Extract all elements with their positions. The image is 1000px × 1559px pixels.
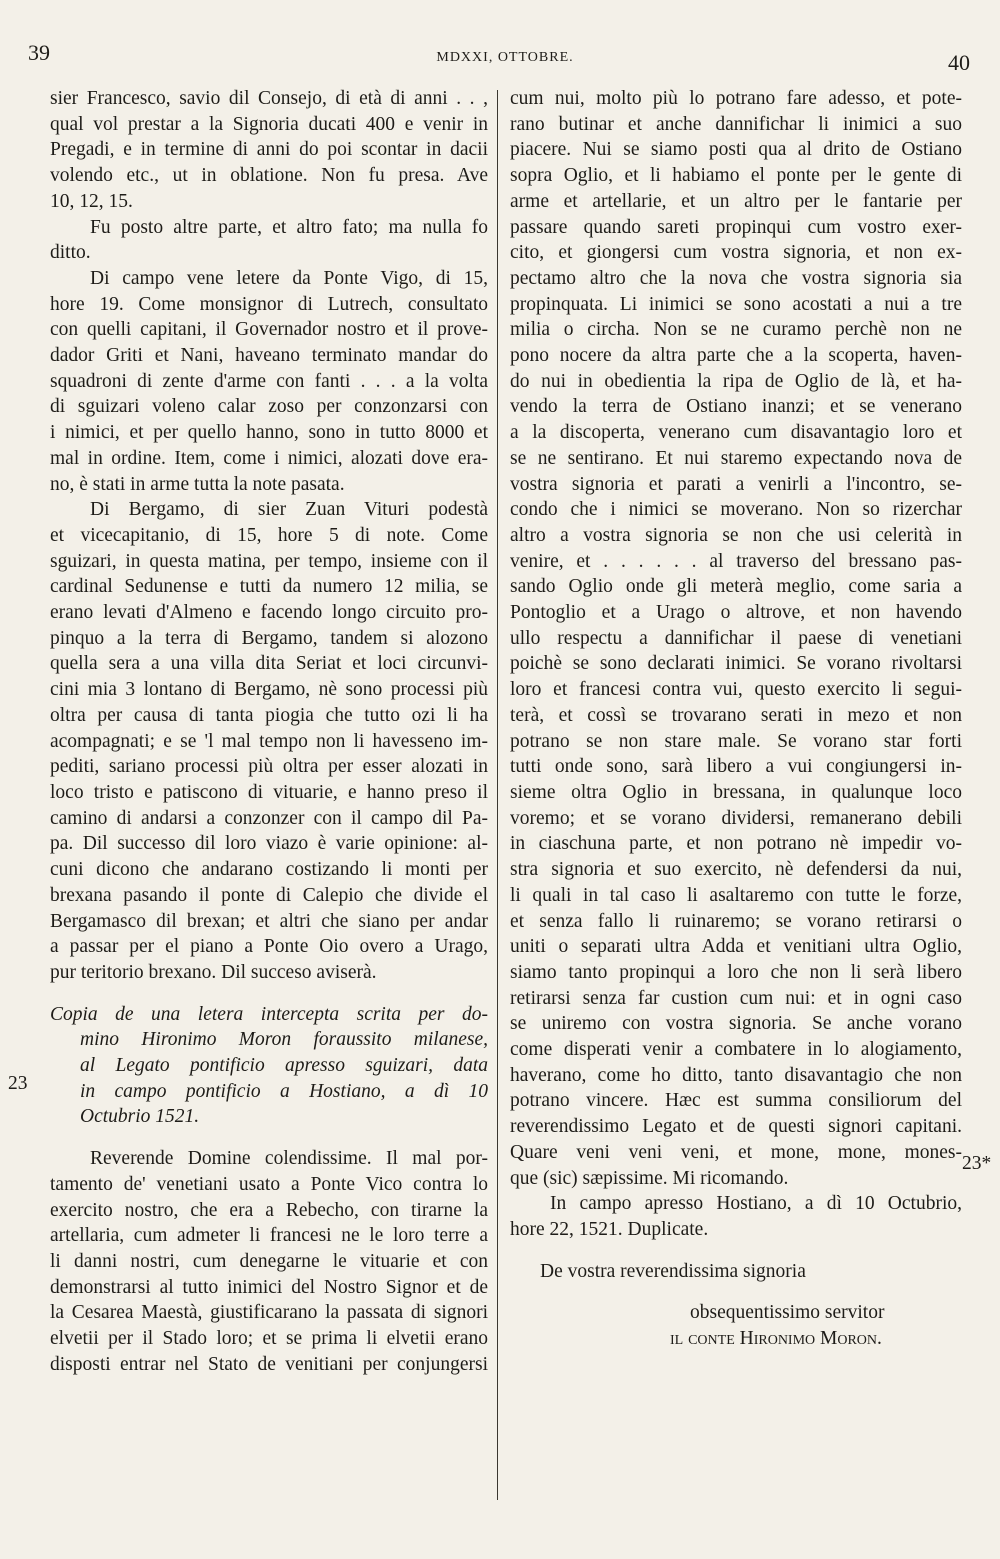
spacer	[50, 1130, 488, 1146]
text-line: vendo la terra de Ostiano inanzi; et se venerano	[510, 396, 962, 418]
text-line: Octubrio 1521.	[80, 1106, 200, 1128]
text-line: condo che i nimici se moverano. Non so rizerchar	[510, 499, 962, 521]
text-line: pectamo altro che la nova che vostra signoria sia	[510, 267, 962, 289]
closing-servant: obsequentissimo servitor	[690, 1302, 885, 1324]
text-line: potrano se non stare male. Se vorano star forti	[510, 730, 962, 752]
text-line: loco tristo e patiscono di vituarie, e hanno preso il	[50, 781, 488, 803]
text-line: stra signoria et suo exercito, nè defendersi da nui,	[510, 859, 962, 881]
left-body-text	[50, 86, 488, 986]
text-line: sguizari, in questa matina, per tempo, insieme con il	[50, 550, 488, 572]
text-line: haverano, come ho ditto, tanto disavantagio che non	[510, 1064, 962, 1086]
text-line: tamento de' venetiani usato a Ponte Vico contra lo	[50, 1173, 488, 1195]
text-line: mino Hironimo Moron foraussito milanese,	[80, 1029, 488, 1051]
text-line: elvetii per il Stado loro; et se prima li elvetii erano	[50, 1328, 488, 1350]
text-line: Fu posto altre parte, et altro fato; ma nulla fo	[90, 216, 488, 238]
text-line: a passar per el piano a Ponte Oio overo a Urago,	[50, 936, 488, 958]
text-line: retirarsi senza far custion cum nui: et in ogni caso	[510, 987, 962, 1009]
text-line: venire, et . . . . . . al traverso del bressano pas-	[510, 550, 962, 572]
text-line: erano levati d'Almeno e facendo longo circuito pro-	[50, 602, 488, 624]
text-line: li danni nostri, cum denegarne le vituarie et con	[50, 1250, 488, 1272]
text-line: demonstrarsi al tutto inimici del Nostro Signor et de	[50, 1276, 488, 1298]
right-body-text	[510, 86, 962, 1243]
text-line: hore 19. Come monsignor di Lutrech, consultato	[50, 293, 488, 315]
text-line: pono nocere da altra parte che a la scoperta, haven-	[510, 345, 962, 367]
text-line: al Legato pontificio apresso sguizari, data	[80, 1055, 488, 1077]
text-line: brexana pasando il ponte di Calepio che divide el	[50, 884, 488, 906]
text-line: cito, et giongersi cum vostra signoria, et non ex-	[510, 242, 962, 264]
text-line: Copia de una letera intercepta scrita per do-	[50, 1003, 488, 1025]
text-line: sier Francesco, savio dil Consejo, di età di anni . . ,	[50, 88, 488, 109]
text-line: no, è stati in arme tutta la note pasata.	[50, 473, 345, 495]
text-line: oltra per causa di tanta piogia che tutto ozi li ha	[50, 704, 488, 726]
left-column	[50, 86, 488, 1377]
text-line: in ciaschuna parte, et non potrano nè impedir vo-	[510, 833, 962, 855]
text-line: et senza fallo li ruinaremo; se vorano retirarsi o	[510, 910, 962, 932]
text-line: altro a vostra signoria se non che usi celerità in	[510, 524, 962, 546]
text-line: que (sic) sæpissime. Mi ricomando.	[510, 1167, 789, 1189]
text-line: qual vol prestar a la Signoria ducati 400 e venir in	[50, 113, 488, 135]
text-line: pa. Dil successo dil loro viazo è varie opinione: al-	[50, 833, 488, 855]
text-line: di sguizari voleno calar zoso per conzonzarsi con	[50, 396, 488, 418]
text-line: acompagnati; e se 'l mal tempo non li havesseno im-	[50, 730, 488, 752]
spacer	[510, 1284, 962, 1300]
text-line: reverendissimo Legato et de questi signori capitani.	[510, 1116, 962, 1138]
text-line: sopra Oglio, et li habiamo el ponte per le gente di	[510, 165, 962, 187]
text-line: tutti onde sono, sarà libero a vui congiungersi in-	[510, 756, 962, 778]
text-line: volendo etc., ut in oblatione. Non fu presa. Ave	[50, 165, 488, 187]
spacer	[50, 986, 488, 1002]
text-line: come disperati venir a combatere in lo alogiamento,	[510, 1039, 962, 1061]
spacer	[510, 1243, 962, 1259]
letter-text	[50, 1146, 488, 1377]
text-line: loro et francesi contra vui, questo exercito li segui-	[510, 679, 962, 701]
text-line: la Cesarea Maestà, giustificarano la passata di signori	[50, 1302, 488, 1324]
text-line: et vicecapitanio, di 15, hore 5 di note. Come	[50, 524, 488, 546]
text-line: uniti o separati ultra Adda et venitiani ultra Oglio,	[510, 936, 962, 958]
text-line: hore 22, 1521. Duplicate.	[510, 1218, 709, 1240]
text-line: li quali in tal caso li asaltaremo con tutte le forze,	[510, 884, 962, 906]
text-line: 10, 12, 15.	[50, 190, 133, 212]
text-line: pinquo a la terra di Bergamo, tandem si alozono	[50, 627, 488, 649]
margin-number-left: 23	[8, 1073, 28, 1094]
text-line: Reverende Domine colendissime. Il mal por-	[90, 1148, 488, 1170]
text-line: vostra signoria et parati a venirli a l'incontro, se-	[510, 473, 962, 495]
margin-number-right: 23*	[962, 1153, 992, 1174]
text-line: passare quando sareti propinqui cum vostro exer-	[510, 216, 962, 238]
page-number-right: 40	[948, 50, 970, 75]
text-line: arme et artellarie, et un altro per le fantarie per	[510, 190, 962, 212]
text-line: squadroni di zente d'arme con fanti . . . a la volta	[50, 370, 488, 392]
text-line: disposti entrar nel Stato de venitiani per conjungersi	[50, 1353, 488, 1375]
text-line: exercito nostro, che era a Rebecho, con tirarne la	[50, 1199, 488, 1221]
text-line: milia o circha. Non se ne curamo perchè non ne	[510, 319, 962, 341]
text-line: propinquata. Li inimici se sono acostati a nui a tre	[510, 293, 962, 315]
text-line: con quelli capitani, il Governador nostro et il prove-	[50, 319, 488, 341]
text-line: terà, et cossì se trovarano serati in mezo et non	[510, 704, 962, 726]
text-line: voremo; et se vorano dividersi, remanerano debili	[510, 807, 962, 829]
text-line: se uniremo con vostra signoria. Se anche vorano	[510, 1013, 962, 1035]
text-line: do nui in obedientia la ripa de Oglio de là, et ha-	[510, 370, 962, 392]
letter-heading	[50, 1002, 488, 1131]
text-line: Di Bergamo, di sier Zuan Vituri podestà	[90, 499, 488, 521]
text-line: potrano vincere. Hæc est summa consiliorum del	[510, 1090, 962, 1112]
running-title: MDXXI, OTTOBRE.	[436, 50, 574, 65]
text-line: pediti, sariano processi più oltra per esser alozati in	[50, 756, 488, 778]
text-line: camino di andarsi a conzonzer con il campo dil Pa-	[50, 807, 488, 829]
text-line: sieme oltra Oglio in bressana, in qualunque loco	[510, 781, 962, 803]
text-line: i nimici, et per quello hanno, sono in tutto 8000 et	[50, 422, 488, 444]
text-line: cum nui, molto più lo potrano fare adesso, et pote-	[510, 88, 962, 109]
text-line: Pregadi, e in termine di anni do poi scontar in dacii	[50, 139, 488, 161]
text-line: artellaria, cum admeter li francesi ne le loro terre a	[50, 1225, 488, 1247]
text-line: quella sera a una villa dita Seriat et loci circunvi-	[50, 653, 488, 675]
text-line: a la discoperta, venerano cum disavantagio loro et	[510, 422, 962, 444]
text-line: cardinal Sedunense e tutti da numero 12 milia, se	[50, 576, 488, 598]
text-line: Quare veni veni veni, et mone, mone, mones-	[510, 1141, 962, 1163]
closing-salutation: De vostra reverendissima signoria	[540, 1260, 806, 1282]
text-line: poichè se sono declarati inimici. Se vorano rivoltarsi	[510, 653, 962, 675]
text-line: Bergamasco dil brexan; et altri che siano per andar	[50, 910, 488, 932]
text-line: pur teritorio brexano. Dil succeso aviserà.	[50, 961, 377, 983]
text-line: siamo tanto propinqui a loro che non li serà libero	[510, 961, 962, 983]
page-number-left: 39	[28, 40, 50, 65]
text-line: cini mia 3 lontano di Bergamo, nè sono processi più	[50, 679, 488, 701]
text-line: in campo pontificio a Hostiano, a dì 10	[80, 1080, 488, 1102]
text-line: Di campo vene letere da Ponte Vigo, di 15,	[90, 267, 488, 289]
text-line: se ne sentirano. Et nui staremo expectando nova de	[510, 447, 962, 469]
right-column	[510, 86, 962, 1352]
text-line: cuni dicono che andarano costizando li monti per	[50, 859, 488, 881]
text-line: ditto.	[50, 242, 91, 264]
text-line: dador Griti et Nani, haveano terminato mandar do	[50, 345, 488, 367]
text-line: In campo apresso Hostiano, a dì 10 Octubrio,	[550, 1193, 962, 1215]
column-divider	[497, 90, 498, 1500]
text-line: piacere. Nui se siamo posti qua al drito de Ostiano	[510, 139, 962, 161]
text-line: Pontoglio et a Urago o altrove, et non havendo	[510, 602, 962, 624]
text-line: ullo respectu a dannifichar il paese di venetiani	[510, 627, 962, 649]
text-line: rano butinar et anche dannifichar li inimici a suo	[510, 113, 962, 135]
text-line: mal in ordine. Item, come i nimici, alozati dove era-	[50, 447, 488, 469]
text-line: sando Oglio onde gli meterà meglio, come saria a	[510, 576, 962, 598]
closing-signature: il conte Hironimo Moron.	[670, 1328, 882, 1350]
